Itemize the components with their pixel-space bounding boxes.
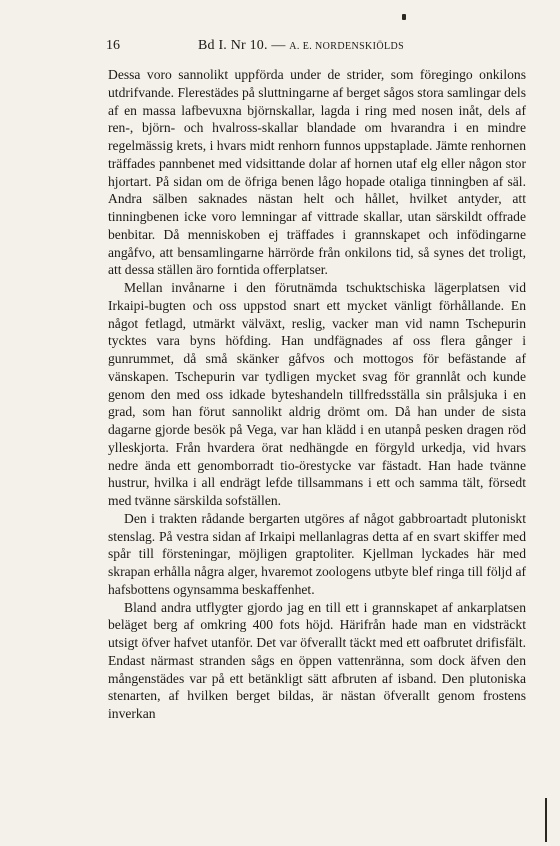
- paragraph-4: Bland andra utflygter gjordo jag en till ett i grannskapet af ankarplatsen beläget berg af omkring 400 fots höjd. Härifrån hade man en vidsträckt utsigt öfver hafvet utanför. Det var öfverallt täckt med ett oafbrutet drifisfält. Endast närmast stranden sågs en öppen vattenränna, som dock äfven den mångenstädes var på ett betänkligt sätt afbruten af isband. Den plutoniska stenarten, af hvilken berget bildas, är nästan öfverallt genom frostens inverkan: [108, 599, 526, 721]
- running-head-author: A. E. NORDENSKIÖLDS: [289, 41, 405, 52]
- page-header: [108, 38, 526, 60]
- page-edge-mark: [545, 798, 547, 842]
- paragraph-1: Dessa voro sannolikt uppförda under de strider, som föregingo onkilons utdrifvande. Flerestädes på sluttningarne af berget sågos stora samlingar dels af en massa lafbevuxna björnskallar, lagda i ring med nosen inåt, dels af ren-, björn- och hvalross-skallar blandade om hvarandra i en mindre regelmässig krets, i hvars midt renhorn funnos uppstaplade. Jämte renhornen träffades pannbenet med vidsittande dolar af hornen utaf elg eller någon stor hjortart. På sidan om de öfriga benen lågo hopade otaliga tinningben af säl. Andra sälben saknades nästan helt och hållet, hvilket antyder, att tinningbenen icke voro lemningar af vittrade skallar, utan särskildt offrade benbitar. Då menniskoben ej träffades i grannskapet och infödingarne angåfvo, att bensamlingarne härrörde från onkilons tid, så synes det troligt, att dessa ställen äro forntida offerplatser.: [108, 67, 526, 278]
- running-head-volume: Bd I. Nr 10. —: [198, 38, 286, 53]
- paragraph-2: Mellan invånarne i den förutnämda tschuktschiska lägerplatsen vid Irkaipi-bugten och oss uppstod snart ett mycket vänligt förhållande. En något fetlagd, utmärkt välväxt, reslig, vacker man vid namn Tschepurin tycktes vara byns höfding. Han undfägnades af oss flera gånger i gunrummet, då små skänker gåfvos och mottogos för befästande af vänskapen. Tschepurin var tydligen mycket svag för grannlåt och kunde genom den med oss idkade byteshandeln tillfredsställa sin prålsjuka i en grad, som han förut sannolikt aldrig drömt om. Då han under de sista dagarne gjorde besök på Vega, var han klädd i en utanpå pesken dragen röd ylleskjorta. Från hvardera örat nedhängde en förgyld urkedja, vid hvars nedre ända ett genomborradt tio-örestycke var fästadt. Han hade tvänne hustrur, hvilka i all endrägt lefde tillsammans i ett och samma tält, försedt med tvänne särskilda sofställen.: [108, 280, 526, 508]
- running-head: [198, 38, 404, 54]
- paragraph-3: Den i trakten rådande bergarten utgöres af något gabbroartadt plutoniskt stenslag. På vestra sidan af Irkaipi mellanlagras detta af en svart skiffer med spår till försteningar, möjligen graptoliter. Kjellman lyckades här med skrapan erhålla några alger, hvaremot zoologens utbyte blef ringa till följd af hafsbottens ogynsamma beskaffenhet.: [108, 510, 526, 597]
- ink-mark: [402, 14, 406, 20]
- book-page: [108, 38, 526, 723]
- page-number: 16: [106, 38, 120, 53]
- body-text: [108, 66, 526, 723]
